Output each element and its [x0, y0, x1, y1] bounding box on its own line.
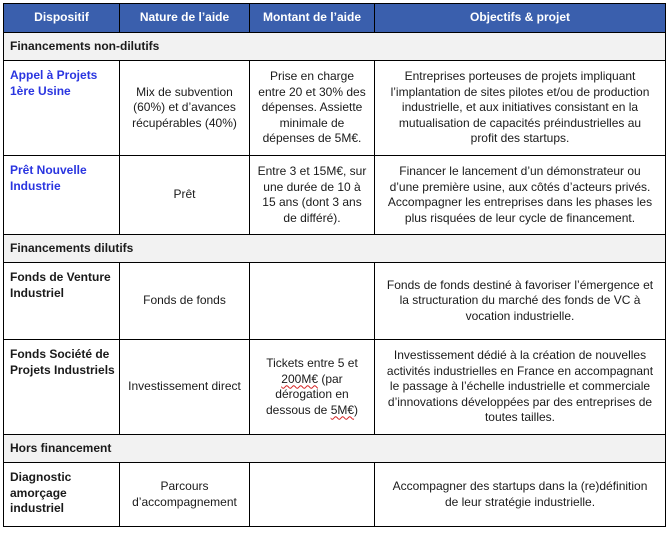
cell-objectifs: Entreprises porteuses de projets impliquant l’implantation de sites pilotes et/ou de production industrielle, et aux initiatives consistant en la mutualisation de capacités préindustrielles au profit des startups. — [375, 61, 666, 156]
cell-nature: Prêt — [120, 156, 250, 235]
row-name: Fonds de Venture Industriel — [4, 263, 120, 340]
cell-nature: Parcours d’accompagnement — [120, 463, 250, 527]
table-row-fonds-societe — [4, 340, 666, 435]
row-name: Fonds Société de Projets Industriels — [4, 340, 120, 435]
cell-objectifs: Accompagner des startups dans la (re)définition de leur stratégie industrielle. — [375, 463, 666, 527]
header-objectifs: Objectifs & projet — [375, 4, 666, 33]
montant-text: (par dérogation en dessous de — [265, 371, 349, 417]
table-row-diagnostic — [4, 463, 666, 527]
cell-nature: Investissement direct — [120, 340, 250, 435]
financing-schemes-table — [3, 3, 666, 527]
header-nature: Nature de l’aide — [120, 4, 250, 33]
cell-nature: Mix de subvention (60%) et d’avances récupérables (40%) — [120, 61, 250, 156]
table-row-appel-projets — [4, 61, 666, 156]
section-row-hors-financement — [4, 435, 666, 463]
cell-montant: Prise en charge entre 20 et 30% des dépenses. Assiette minimale de dépenses de 5M€. — [250, 61, 375, 156]
cell-montant — [250, 263, 375, 340]
section-row-dilutifs — [4, 235, 666, 263]
section-title: Hors financement — [4, 435, 666, 463]
header-row — [4, 4, 666, 33]
row-name-link[interactable]: Appel à Projets 1ère Usine — [4, 61, 120, 156]
row-name: Diagnostic amorçage industriel — [4, 463, 120, 527]
section-title: Financements non-dilutifs — [4, 33, 666, 61]
header-montant: Montant de l’aide — [250, 4, 375, 33]
cell-objectifs: Investissement dédié à la création de nouvelles activités industrielles en France en accompagnant le passage à l’échelle industrielle et commerciale d’innovations développées par des entreprises de toutes tailles. — [375, 340, 666, 435]
cell-montant — [250, 340, 375, 435]
header-dispositif: Dispositif — [4, 4, 120, 33]
cell-objectifs: Financer le lancement d’un démonstrateur ou d’une première usine, aux côtés d’acteurs privés. Accompagner les entreprises dans les phases les plus risquées de leur cycle de financement. — [375, 156, 666, 235]
table-row-fonds-venture — [4, 263, 666, 340]
table-row-pret-nouvelle-industrie — [4, 156, 666, 235]
cell-montant — [250, 463, 375, 527]
section-title: Financements dilutifs — [4, 235, 666, 263]
montant-text: ) — [354, 402, 359, 417]
cell-nature: Fonds de fonds — [120, 263, 250, 340]
spellcheck-underlined-amount: 200M€ — [281, 371, 318, 386]
montant-text: Tickets entre 5 et — [266, 356, 358, 370]
cell-montant: Entre 3 et 15M€, sur une durée de 10 à 15 ans (dont 3 ans de différé). — [250, 156, 375, 235]
row-name-link[interactable]: Prêt Nouvelle Industrie — [4, 156, 120, 235]
section-row-non-dilutifs — [4, 33, 666, 61]
spellcheck-underlined-amount: 5M€ — [330, 402, 355, 417]
cell-objectifs: Fonds de fonds destiné à favoriser l’émergence et la structuration du marché des fonds de VC à vocation industrielle. — [375, 263, 666, 340]
